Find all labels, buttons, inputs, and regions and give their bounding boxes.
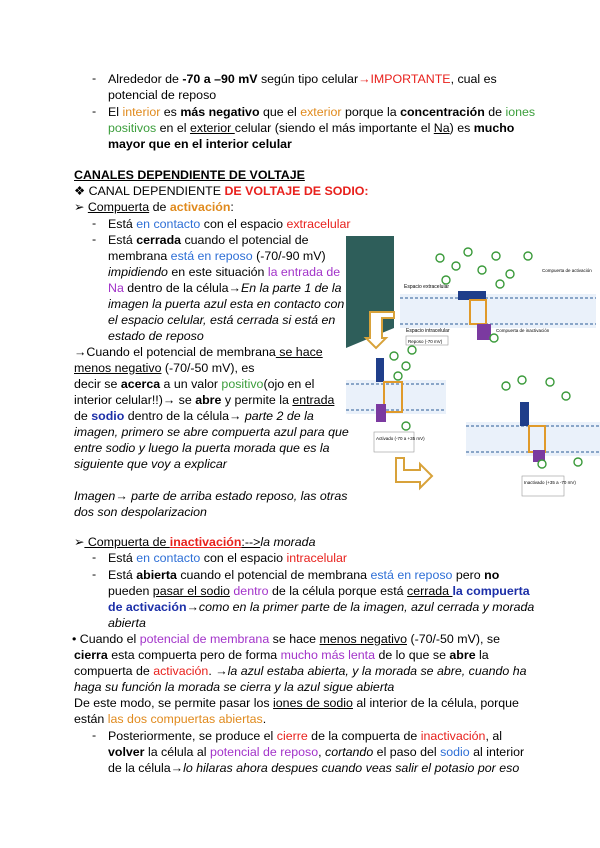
text: Está xyxy=(108,551,137,565)
text-line xyxy=(74,376,314,392)
text-line xyxy=(72,631,500,647)
na-ion xyxy=(502,382,510,390)
text: siguiente que voy a explicar xyxy=(74,457,227,471)
text: Cuando el xyxy=(76,632,140,646)
text: está en reposo xyxy=(170,249,253,263)
sodium-channel-diagram xyxy=(346,236,600,504)
dash-bullet: - xyxy=(92,232,97,246)
text: iones xyxy=(505,105,536,119)
text-line: dos son despolarizacion xyxy=(74,505,207,519)
text: CANAL DEPENDIENTE xyxy=(88,184,225,198)
text: dentro de la célula→ xyxy=(124,409,245,423)
text-line xyxy=(74,663,527,679)
text-line xyxy=(74,440,330,456)
text: (ojo en el xyxy=(263,377,315,391)
text: se hace xyxy=(275,345,323,359)
label-box-2 xyxy=(374,432,414,452)
text: cuando el potencial de xyxy=(181,233,309,247)
text: entre sodio y luego la puerta morada que es la xyxy=(74,441,330,455)
text: exterior xyxy=(300,105,342,119)
text: entrada xyxy=(292,393,335,407)
text: de activación xyxy=(108,600,187,614)
text: en contacto xyxy=(136,551,201,565)
na-ion xyxy=(390,352,398,360)
na-ion xyxy=(478,266,486,274)
na-ion xyxy=(394,372,402,380)
text-line xyxy=(74,392,334,408)
text: en este situación xyxy=(167,265,268,279)
text: DE VOLTAJE DE SODIO: xyxy=(224,184,369,198)
text: , xyxy=(318,745,325,759)
text: de la célula porque está xyxy=(268,584,408,598)
text: Está xyxy=(108,233,137,247)
dash-bullet: - xyxy=(92,550,97,564)
na-ion xyxy=(402,422,410,430)
text: estado de reposo xyxy=(108,329,204,343)
text-line xyxy=(74,408,314,424)
text: : xyxy=(230,200,234,214)
membrane-top xyxy=(400,294,596,328)
text: cortando xyxy=(325,745,374,759)
text: . → xyxy=(208,664,228,678)
na-ion xyxy=(436,254,444,262)
text-line xyxy=(108,312,335,328)
text: concentración xyxy=(400,105,485,119)
na-ion xyxy=(562,392,570,400)
dash-bullet: - xyxy=(92,567,97,581)
text: cierra xyxy=(74,648,108,662)
text: potencial de reposo xyxy=(209,745,319,759)
text: esta compuerta pero de forma xyxy=(107,648,281,662)
text-line xyxy=(108,120,514,136)
text-line xyxy=(108,728,502,744)
text: la xyxy=(475,648,489,662)
text: no xyxy=(484,568,500,582)
text: más negativo xyxy=(180,105,260,119)
label-reposo: Reposo (-70 mV) xyxy=(408,339,443,344)
text-line xyxy=(74,424,349,440)
text: Na xyxy=(433,121,450,135)
text-line xyxy=(74,679,394,695)
dash-bullet: - xyxy=(92,104,97,118)
diamond-icon: ❖ xyxy=(74,184,86,198)
text: activación xyxy=(169,200,231,214)
text-line xyxy=(108,71,497,87)
text: pueden xyxy=(108,584,153,598)
text: -70 a –90 mV xyxy=(182,72,258,86)
text-line xyxy=(74,711,266,727)
text-line xyxy=(108,328,204,344)
text: (-70/-90 mV) xyxy=(252,249,326,263)
text: (-70/-50 mV), se xyxy=(407,632,500,646)
text-line xyxy=(108,248,326,264)
text: positivo xyxy=(221,377,264,391)
text-line xyxy=(108,232,308,248)
text: y permite la xyxy=(221,393,293,407)
text: Na xyxy=(108,281,124,295)
label-intracellular: Espacio intracelular xyxy=(406,328,450,334)
text: en el xyxy=(156,121,190,135)
text: de la compuerta de xyxy=(307,729,421,743)
text: inactivación xyxy=(420,729,486,743)
subsection-title xyxy=(74,183,369,199)
text-line xyxy=(108,280,342,296)
text: que el xyxy=(259,105,301,119)
text: es xyxy=(160,105,181,119)
text: el paso del xyxy=(373,745,441,759)
inactivation-gate-purple-open xyxy=(376,404,386,422)
text: menos negativo xyxy=(74,361,162,375)
na-ion xyxy=(524,252,532,260)
text: porque la xyxy=(341,105,401,119)
text-line xyxy=(108,550,347,566)
text-line xyxy=(108,87,216,103)
text: a un valor xyxy=(160,377,222,391)
text: con el espacio xyxy=(200,217,287,231)
text-line xyxy=(108,760,519,776)
text: abre xyxy=(449,648,476,662)
text-line xyxy=(108,136,292,152)
text: potencial de reposo xyxy=(108,88,217,102)
section-title: CANALES DEPENDIENTE DE VOLTAJE xyxy=(74,168,305,182)
text: De este modo, se permite pasar los xyxy=(74,696,274,710)
na-ion xyxy=(464,248,472,256)
text: de xyxy=(149,200,170,214)
label-activado: Activado (-70 a +35 mV) xyxy=(376,436,425,441)
text: de xyxy=(74,409,92,423)
text: →IMPORTANTE xyxy=(358,72,451,86)
text: En la parte 1 de la xyxy=(240,281,342,295)
text: la morada xyxy=(260,535,316,549)
dash-bullet: - xyxy=(92,216,97,230)
text: cierre xyxy=(276,729,308,743)
arrow-bullet-icon: ➢ xyxy=(74,200,85,214)
text: haga su función la morada se cierra y la azul sigue abierta xyxy=(74,680,395,694)
text: en contacto xyxy=(136,217,201,231)
text-line xyxy=(108,216,350,232)
text: activación xyxy=(153,664,209,678)
na-ion xyxy=(538,460,546,468)
text: →Cuando el potencial de membrana xyxy=(74,345,276,359)
text: Compuerta xyxy=(87,200,150,214)
text: pasar el sodio xyxy=(152,584,230,598)
arrow-bullet-icon: ➢ xyxy=(74,535,85,549)
text: celular (siendo el más importante el xyxy=(234,121,434,135)
text: parte 2 de la xyxy=(244,409,314,423)
text: compuerta de xyxy=(74,664,154,678)
na-ion xyxy=(546,378,554,386)
text-line xyxy=(74,344,323,360)
text: de la célula→ xyxy=(108,761,184,775)
text: positivos xyxy=(108,121,157,135)
na-ion xyxy=(402,362,410,370)
text-line xyxy=(74,456,227,472)
text: →como en la primer parte de la imagen, azul cerrada y morada xyxy=(186,600,535,614)
na-ion xyxy=(490,334,498,342)
membrane-middle xyxy=(346,380,446,414)
activation-gate-blue-inact xyxy=(520,402,529,426)
text: El xyxy=(108,105,123,119)
label-extracellular: Espacio extracelular xyxy=(404,284,450,290)
text: abierta xyxy=(136,568,177,582)
text: inactivación xyxy=(169,535,242,549)
text: Está xyxy=(108,568,137,582)
text: imagen, primero se abre compuerta azul para que xyxy=(74,425,349,439)
na-ion xyxy=(492,252,500,260)
text: al interior xyxy=(469,745,525,759)
dash-bullet: - xyxy=(92,71,97,85)
yellow-arrow-right xyxy=(396,458,432,488)
na-ion xyxy=(518,376,526,384)
na-ion xyxy=(506,270,514,278)
text: decir se xyxy=(74,377,121,391)
dot-bullet: • xyxy=(72,632,77,646)
text: menos negativo xyxy=(319,632,407,646)
text: extracelular xyxy=(286,217,351,231)
subsection-title xyxy=(74,199,234,215)
text: volver xyxy=(108,745,145,759)
text-line: Imagen→ parte de arriba estado reposo, las otras xyxy=(74,489,348,503)
text: ) es xyxy=(449,121,474,135)
na-ion xyxy=(442,276,450,284)
text-line xyxy=(108,567,499,583)
subsection-title xyxy=(74,534,315,550)
text: mucho más lenta xyxy=(280,648,375,662)
text: mucho xyxy=(473,121,515,135)
text: Compuerta de xyxy=(84,535,170,549)
text: interior celular!!)→ se xyxy=(74,393,196,407)
label-box-3 xyxy=(522,476,564,496)
text: Posteriormente, se produce el xyxy=(108,729,277,743)
activation-gate-blue xyxy=(458,291,486,300)
inactivation-gate-purple xyxy=(477,324,491,340)
text: el espacio celular, está cerrada si está en xyxy=(108,313,336,327)
label-inactivation: Compuerta de inactivación xyxy=(496,328,550,333)
text-line xyxy=(108,599,534,615)
text: imagen la puerta azul esta en contacto con xyxy=(108,297,345,311)
text: las dos compuertas abiertas xyxy=(107,712,263,726)
activation-gate-blue-open xyxy=(376,358,384,382)
text: . xyxy=(262,712,267,726)
text: Alrededor de xyxy=(108,72,183,86)
na-ion xyxy=(452,262,460,270)
text-line xyxy=(108,583,530,599)
text: potencial de membrana xyxy=(139,632,270,646)
text-line xyxy=(74,647,489,663)
text: (-70/-50 mV), es xyxy=(161,361,255,375)
text: cuando el potencial de membrana xyxy=(176,568,371,582)
text: la compuerta xyxy=(452,584,530,598)
text: la célula al xyxy=(144,745,210,759)
text: se hace xyxy=(269,632,320,646)
text: Está xyxy=(108,217,137,231)
text: interior xyxy=(122,105,161,119)
text-line xyxy=(108,744,524,760)
text: la azul estaba abierta, y la morada se abre, cuando ha xyxy=(227,664,527,678)
na-ion xyxy=(496,280,504,288)
na-ion xyxy=(574,458,582,466)
na-ion xyxy=(408,346,416,354)
text: sodio xyxy=(91,409,125,423)
text: está en reposo xyxy=(370,568,453,582)
text: están xyxy=(74,712,108,726)
text: al interior de la célula, porque xyxy=(352,696,519,710)
text: lo hilaras ahora despues cuando veas salir el potasio por eso xyxy=(183,761,520,775)
text: abre xyxy=(195,393,222,407)
text: abierta xyxy=(108,616,146,630)
text: , al xyxy=(485,729,502,743)
text: dentro de la célula→ xyxy=(123,281,241,295)
text: impidiendo xyxy=(108,265,168,279)
text: iones de sodio xyxy=(273,696,353,710)
label-activation: Compuerta de activación xyxy=(542,268,592,273)
text: dentro xyxy=(233,584,269,598)
text: de xyxy=(484,105,506,119)
yellow-arrow-down xyxy=(366,312,394,348)
text: de lo que se xyxy=(375,648,450,662)
text: sodio xyxy=(440,745,470,759)
text-line xyxy=(74,360,254,376)
dash-bullet: - xyxy=(92,728,97,742)
text: mayor que en el interior celular xyxy=(108,137,292,151)
text-line xyxy=(74,695,519,711)
text: , cual es xyxy=(450,72,497,86)
text-line xyxy=(108,296,344,312)
text: cerrada xyxy=(407,584,453,598)
text: la entrada de xyxy=(267,265,341,279)
text-line xyxy=(108,615,146,631)
text: :--> xyxy=(241,535,261,549)
text: con el espacio xyxy=(200,551,287,565)
text: membrana xyxy=(108,249,171,263)
text: pero xyxy=(452,568,485,582)
label-inactivado: Inactivado (+35 a -70 mV) xyxy=(524,480,576,485)
text: según tipo celular xyxy=(257,72,359,86)
text: intracelular xyxy=(286,551,348,565)
text: acerca xyxy=(120,377,161,391)
text-line xyxy=(108,264,340,280)
text: exterior xyxy=(189,121,235,135)
text-line xyxy=(108,104,535,120)
text: cerrada xyxy=(136,233,182,247)
